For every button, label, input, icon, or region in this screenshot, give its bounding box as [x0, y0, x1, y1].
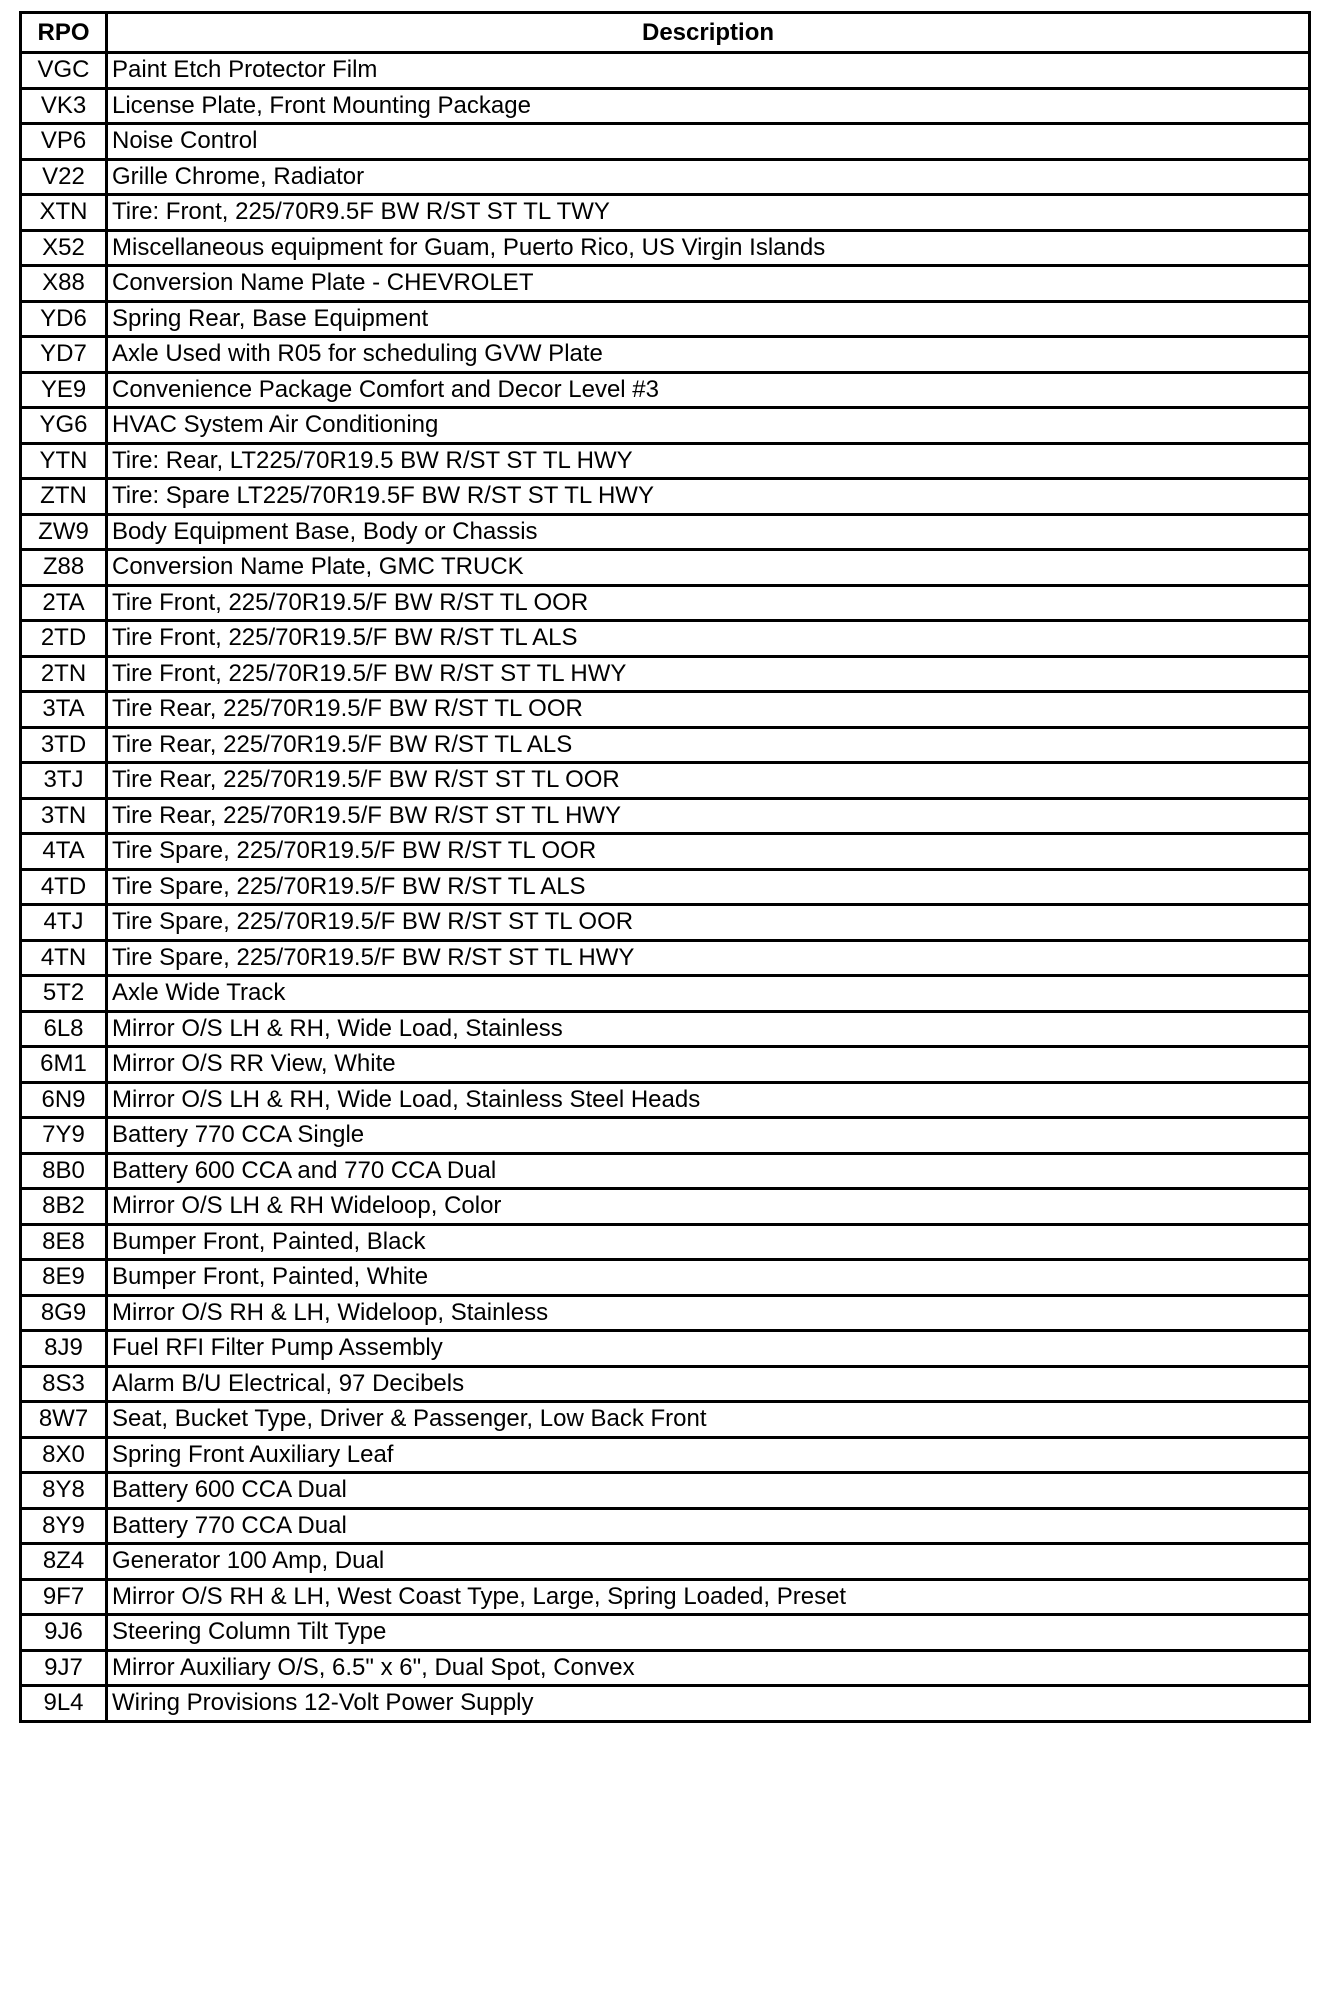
table-row — [21, 53, 1310, 89]
table-row — [21, 1402, 1310, 1438]
description-cell: Conversion Name Plate, GMC TRUCK — [107, 550, 1310, 586]
table-row — [21, 408, 1310, 444]
description-cell: Tire Rear, 225/70R19.5/F BW R/ST ST TL HWY — [107, 798, 1310, 834]
description-cell: Tire Rear, 225/70R19.5/F BW R/ST TL OOR — [107, 692, 1310, 728]
description-cell: Bumper Front, Painted, Black — [107, 1224, 1310, 1260]
rpo-code-cell: YTN — [21, 443, 107, 479]
rpo-code-cell: 8E9 — [21, 1260, 107, 1296]
table-row — [21, 1686, 1310, 1722]
description-cell: Battery 600 CCA and 770 CCA Dual — [107, 1153, 1310, 1189]
table-row — [21, 1082, 1310, 1118]
rpo-code-cell: 4TA — [21, 834, 107, 870]
header-description: Description — [107, 13, 1310, 53]
table-header — [21, 13, 1310, 53]
description-cell: Spring Rear, Base Equipment — [107, 301, 1310, 337]
description-cell: Tire Spare, 225/70R19.5/F BW R/ST TL ALS — [107, 869, 1310, 905]
table-row — [21, 88, 1310, 124]
description-cell: Mirror O/S RR View, White — [107, 1047, 1310, 1083]
rpo-code-cell: VK3 — [21, 88, 107, 124]
table-row — [21, 195, 1310, 231]
description-cell: Mirror O/S RH & LH, Wideloop, Stainless — [107, 1295, 1310, 1331]
rpo-code-cell: 3TD — [21, 727, 107, 763]
table-row — [21, 692, 1310, 728]
description-cell: Battery 770 CCA Single — [107, 1118, 1310, 1154]
rpo-code-cell: 4TD — [21, 869, 107, 905]
table-row — [21, 869, 1310, 905]
table-row — [21, 301, 1310, 337]
table-row — [21, 834, 1310, 870]
description-cell: Tire Rear, 225/70R19.5/F BW R/ST TL ALS — [107, 727, 1310, 763]
rpo-code-cell: VP6 — [21, 124, 107, 160]
description-cell: Conversion Name Plate - CHEVROLET — [107, 266, 1310, 302]
rpo-code-cell: 4TJ — [21, 905, 107, 941]
table-row — [21, 1153, 1310, 1189]
rpo-code-cell: X88 — [21, 266, 107, 302]
table-row — [21, 1544, 1310, 1580]
description-cell: Fuel RFI Filter Pump Assembly — [107, 1331, 1310, 1367]
rpo-code-cell: YD6 — [21, 301, 107, 337]
table-row — [21, 656, 1310, 692]
description-cell: License Plate, Front Mounting Package — [107, 88, 1310, 124]
description-cell: Spring Front Auxiliary Leaf — [107, 1437, 1310, 1473]
description-cell: Mirror Auxiliary O/S, 6.5" x 6", Dual Spot, Convex — [107, 1650, 1310, 1686]
table-row — [21, 1615, 1310, 1651]
rpo-code-cell: VGC — [21, 53, 107, 89]
description-cell: Tire Spare, 225/70R19.5/F BW R/ST TL OOR — [107, 834, 1310, 870]
rpo-code-cell: 8Z4 — [21, 1544, 107, 1580]
table-row — [21, 763, 1310, 799]
header-row — [21, 13, 1310, 53]
rpo-code-cell: 2TA — [21, 585, 107, 621]
table-row — [21, 905, 1310, 941]
rpo-code-cell: 7Y9 — [21, 1118, 107, 1154]
table-row — [21, 1366, 1310, 1402]
table-row — [21, 1473, 1310, 1509]
rpo-code-cell: 9J7 — [21, 1650, 107, 1686]
description-cell: Steering Column Tilt Type — [107, 1615, 1310, 1651]
table-row — [21, 1260, 1310, 1296]
rpo-code-cell: XTN — [21, 195, 107, 231]
rpo-code-cell: 5T2 — [21, 976, 107, 1012]
rpo-code-cell: 8E8 — [21, 1224, 107, 1260]
table-row — [21, 266, 1310, 302]
table-row — [21, 1224, 1310, 1260]
rpo-code-cell: 2TD — [21, 621, 107, 657]
rpo-code-cell: V22 — [21, 159, 107, 195]
table-row — [21, 1650, 1310, 1686]
description-cell: Tire Spare, 225/70R19.5/F BW R/ST ST TL HWY — [107, 940, 1310, 976]
table-row — [21, 159, 1310, 195]
description-cell: Tire Front, 225/70R19.5/F BW R/ST TL ALS — [107, 621, 1310, 657]
header-rpo: RPO — [21, 13, 107, 53]
description-cell: Mirror O/S LH & RH Wideloop, Color — [107, 1189, 1310, 1225]
description-cell: Axle Used with R05 for scheduling GVW Plate — [107, 337, 1310, 373]
description-cell: Body Equipment Base, Body or Chassis — [107, 514, 1310, 550]
table-row — [21, 443, 1310, 479]
description-cell: Tire Front, 225/70R19.5/F BW R/ST ST TL HWY — [107, 656, 1310, 692]
table-row — [21, 1508, 1310, 1544]
description-cell: Grille Chrome, Radiator — [107, 159, 1310, 195]
rpo-code-cell: 8G9 — [21, 1295, 107, 1331]
table-row — [21, 976, 1310, 1012]
table-row — [21, 1295, 1310, 1331]
table-row — [21, 1047, 1310, 1083]
rpo-code-cell: 3TA — [21, 692, 107, 728]
table-row — [21, 230, 1310, 266]
table-row — [21, 514, 1310, 550]
description-cell: Mirror O/S LH & RH, Wide Load, Stainless — [107, 1011, 1310, 1047]
rpo-code-cell: 8B2 — [21, 1189, 107, 1225]
table-row — [21, 940, 1310, 976]
rpo-code-cell: YG6 — [21, 408, 107, 444]
rpo-code-cell: ZTN — [21, 479, 107, 515]
description-cell: Mirror O/S RH & LH, West Coast Type, Large, Spring Loaded, Preset — [107, 1579, 1310, 1615]
rpo-code-cell: 9J6 — [21, 1615, 107, 1651]
description-cell: Tire Spare, 225/70R19.5/F BW R/ST ST TL OOR — [107, 905, 1310, 941]
description-cell: Miscellaneous equipment for Guam, Puerto Rico, US Virgin Islands — [107, 230, 1310, 266]
description-cell: HVAC System Air Conditioning — [107, 408, 1310, 444]
rpo-code-cell: 6M1 — [21, 1047, 107, 1083]
rpo-code-cell: YE9 — [21, 372, 107, 408]
table-row — [21, 1011, 1310, 1047]
table-row — [21, 1118, 1310, 1154]
rpo-table — [19, 11, 1311, 1723]
rpo-code-cell: Z88 — [21, 550, 107, 586]
table-row — [21, 1579, 1310, 1615]
description-cell: Tire: Spare LT225/70R19.5F BW R/ST ST TL HWY — [107, 479, 1310, 515]
rpo-code-cell: 8Y8 — [21, 1473, 107, 1509]
rpo-code-cell: X52 — [21, 230, 107, 266]
rpo-code-cell: 2TN — [21, 656, 107, 692]
table-row — [21, 124, 1310, 160]
rpo-code-cell: 8J9 — [21, 1331, 107, 1367]
table-row — [21, 727, 1310, 763]
table-row — [21, 621, 1310, 657]
description-cell: Convenience Package Comfort and Decor Level #3 — [107, 372, 1310, 408]
description-cell: Generator 100 Amp, Dual — [107, 1544, 1310, 1580]
rpo-code-cell: 3TJ — [21, 763, 107, 799]
rpo-code-cell: 8Y9 — [21, 1508, 107, 1544]
rpo-code-cell: 8S3 — [21, 1366, 107, 1402]
table-row — [21, 585, 1310, 621]
description-cell: Axle Wide Track — [107, 976, 1310, 1012]
table-row — [21, 798, 1310, 834]
table-row — [21, 1189, 1310, 1225]
rpo-code-cell: 3TN — [21, 798, 107, 834]
description-cell: Tire Rear, 225/70R19.5/F BW R/ST ST TL OOR — [107, 763, 1310, 799]
rpo-code-cell: 9L4 — [21, 1686, 107, 1722]
description-cell: Mirror O/S LH & RH, Wide Load, Stainless Steel Heads — [107, 1082, 1310, 1118]
table-row — [21, 337, 1310, 373]
rpo-code-cell: 8B0 — [21, 1153, 107, 1189]
description-cell: Tire Front, 225/70R19.5/F BW R/ST TL OOR — [107, 585, 1310, 621]
rpo-code-cell: 6N9 — [21, 1082, 107, 1118]
description-cell: Bumper Front, Painted, White — [107, 1260, 1310, 1296]
table-row — [21, 550, 1310, 586]
description-cell: Wiring Provisions 12-Volt Power Supply — [107, 1686, 1310, 1722]
rpo-code-cell: 8X0 — [21, 1437, 107, 1473]
description-cell: Tire: Front, 225/70R9.5F BW R/ST ST TL TWY — [107, 195, 1310, 231]
rpo-code-cell: ZW9 — [21, 514, 107, 550]
table-row — [21, 372, 1310, 408]
table-row — [21, 1437, 1310, 1473]
description-cell: Battery 600 CCA Dual — [107, 1473, 1310, 1509]
rpo-code-cell: 8W7 — [21, 1402, 107, 1438]
description-cell: Seat, Bucket Type, Driver & Passenger, Low Back Front — [107, 1402, 1310, 1438]
description-cell: Paint Etch Protector Film — [107, 53, 1310, 89]
description-cell: Alarm B/U Electrical, 97 Decibels — [107, 1366, 1310, 1402]
table-row — [21, 479, 1310, 515]
table-body — [21, 53, 1310, 1722]
rpo-code-cell: YD7 — [21, 337, 107, 373]
rpo-code-cell: 9F7 — [21, 1579, 107, 1615]
description-cell: Noise Control — [107, 124, 1310, 160]
rpo-code-cell: 6L8 — [21, 1011, 107, 1047]
description-cell: Battery 770 CCA Dual — [107, 1508, 1310, 1544]
table-row — [21, 1331, 1310, 1367]
description-cell: Tire: Rear, LT225/70R19.5 BW R/ST ST TL HWY — [107, 443, 1310, 479]
rpo-code-cell: 4TN — [21, 940, 107, 976]
